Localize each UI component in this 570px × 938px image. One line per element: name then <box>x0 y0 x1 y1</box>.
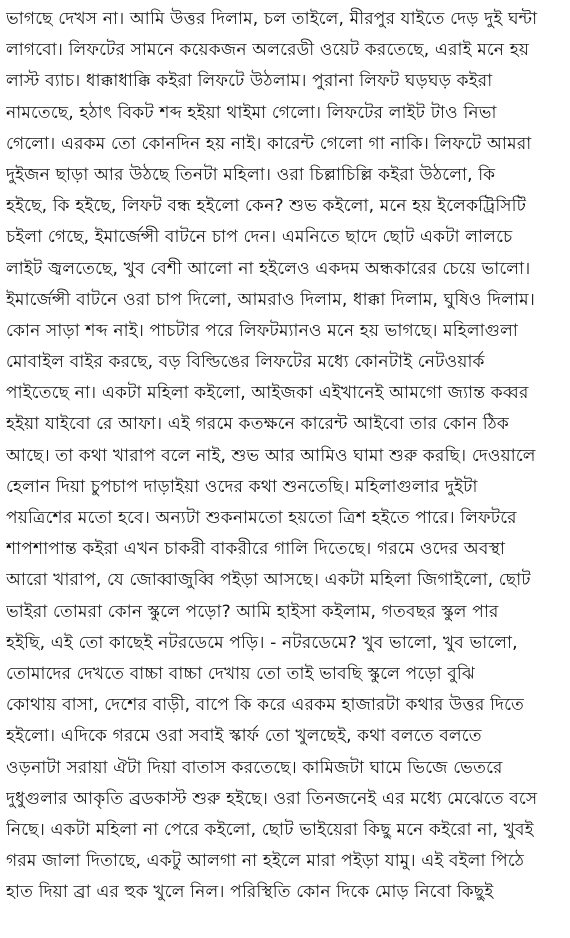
text-line: হেলান দিয়া চুপচাপ দাড়াইয়া ওদের কথা শুনতেছি। মহিলাগুলার দুইটা <box>6 476 478 497</box>
text-line: নামতেছে, হঠাৎ বিকট শব্দ হইয়া থাইমা গেলো। লিফটের লাইট টাও নিভা <box>6 102 497 123</box>
text-line: হইলো। এদিকে গরমে ওরা সবাই স্কার্ফ তো খুলছেই, কথা বলতে বলতে <box>6 726 482 747</box>
text-line: শাপশাপান্ত কইরা এখন চাকরী বাকরীরে গালি দিতেছে। গরমে ওদের অবস্থা <box>6 539 506 560</box>
text-line: মোবাইল বাইর করছে, বড় বিল্ডিঙের লিফটের মধ্যে কোনটাই নেটওয়ার্ক <box>6 352 485 373</box>
text-line: পাইতেছে না। একটা মহিলা কইলো, আইজকা এইখানেই আমগো জ্যান্ত কব্বর <box>6 383 529 404</box>
text-line: হাত দিয়া ব্রা এর হুক খুলে নিল। পরিস্থিতি কোন দিকে মোড় নিবো কিছুই <box>6 882 494 903</box>
text-line: ভাগছে দেখস না। আমি উত্তর দিলাম, চল তাইলে, মীরপুর যাইতে দেড় দুই ঘন্টা <box>6 9 538 29</box>
text-line: লাইট জ্বলতেছে, খুব বেশী আলো না হইলেও একদম অন্ধকারের চেয়ে ভালো। <box>6 258 531 279</box>
text-body <box>6 4 564 908</box>
text-line: দুইজন ছাড়া আর উঠছে তিনটা মহিলা। ওরা চিল্লাচিল্লি কইরা উঠলো, কি <box>6 164 496 185</box>
text-line: তোমাদের দেখতে বাচ্চা বাচ্চা দেখায় তো তাই ভাবছি স্কুলে পড়ো বুঝি <box>6 663 475 684</box>
text-line: লাস্ট ব্যাচ। ধাক্কাধাক্কি কইরা লিফটে উঠলাম। পুরানা লিফট ঘড়ঘড় কইরা <box>6 71 493 92</box>
text-line: চইলা গেছে, ইমার্জেন্সী বাটনে চাপ দেন। এমনিতে ছাদে ছোট একটা লালচে <box>6 227 513 248</box>
text-line: নিছে। একটা মহিলা না পেরে কইলো, ছোট ভাইয়েরা কিছু মনে কইরো না, খুবই <box>6 819 534 840</box>
text-line: লাগবো। লিফটের সামনে কয়েকজন অলরেডী ওয়েট করতেছে, এরাই মনে হয় <box>6 40 530 61</box>
text-line: ওড়নাটা সরায়া ঐটা দিয়া বাতাস করতেছে। কামিজটা ঘামে ভিজে ভেতরে <box>6 757 503 778</box>
text-line: কোন সাড়া শব্দ নাই। পাচটার পরে লিফটম্যানও মনে হয় ভাগছে। মহিলাগুলা <box>6 320 518 341</box>
text-line: হইছি, এই তো কাছেই নটরডেমে পড়ি। - নটরডেমে? খুব ভালো, খুব ভালো, <box>6 632 518 653</box>
text-line: ভাইরা তোমরা কোন স্কুলে পড়ো? আমি হাইসা কইলাম, গতবছর স্কুল পার <box>6 601 499 622</box>
text-line: হইয়া যাইবো রে আফা। এই গরমে কতক্ষনে কারেন্ট আইবো তার কোন ঠিক <box>6 414 510 435</box>
text-line: আরো খারাপ, যে জোব্বাজুব্বি পইড়া আসছে। একটা মহিলা জিগাইলো, ছোট <box>6 570 531 591</box>
text-line: হইছে, কি হইছে, লিফট বন্ধ হইলো কেন? শুভ কইলো, মনে হয় ইলেকট্রিসিটি <box>6 196 527 217</box>
text-line: দুধুগুলার আকৃতি ব্রডকাস্ট শুরু হইছে। ওরা তিনজনেই এর মধ্যে মেঝেতে বসে <box>6 788 538 809</box>
text-line: আছে। তা কথা খারাপ বলে নাই, শুভ আর আমিও ঘামা শুরু করছি। দেওয়ালে <box>6 445 536 466</box>
text-line: গেলো। এরকম তো কোনদিন হয় নাই। কারেন্ট গেলো গা নাকি। লিফটে আমরা <box>6 133 532 154</box>
text-line: কোথায় বাসা, দেশের বাড়ী, বাপে কি করে এরকম হাজারটা কথার উত্তর দিতে <box>6 695 525 716</box>
text-line: ইমার্জেন্সী বাটনে ওরা চাপ দিলো, আমরাও দিলাম, ধাক্কা দিলাম, ঘুষিও দিলাম। <box>6 289 536 310</box>
text-line: গরম জালা দিতাছে, একটু আলগা না হইলে মারা পইড়া যামু। এই বইলা পিঠে <box>6 851 525 872</box>
text-line: পয়ত্রিশের মতো হবে। অন্যটা শুকনামতো হয়তো ত্রিশ হইতে পারে। লিফটরে <box>6 508 517 528</box>
